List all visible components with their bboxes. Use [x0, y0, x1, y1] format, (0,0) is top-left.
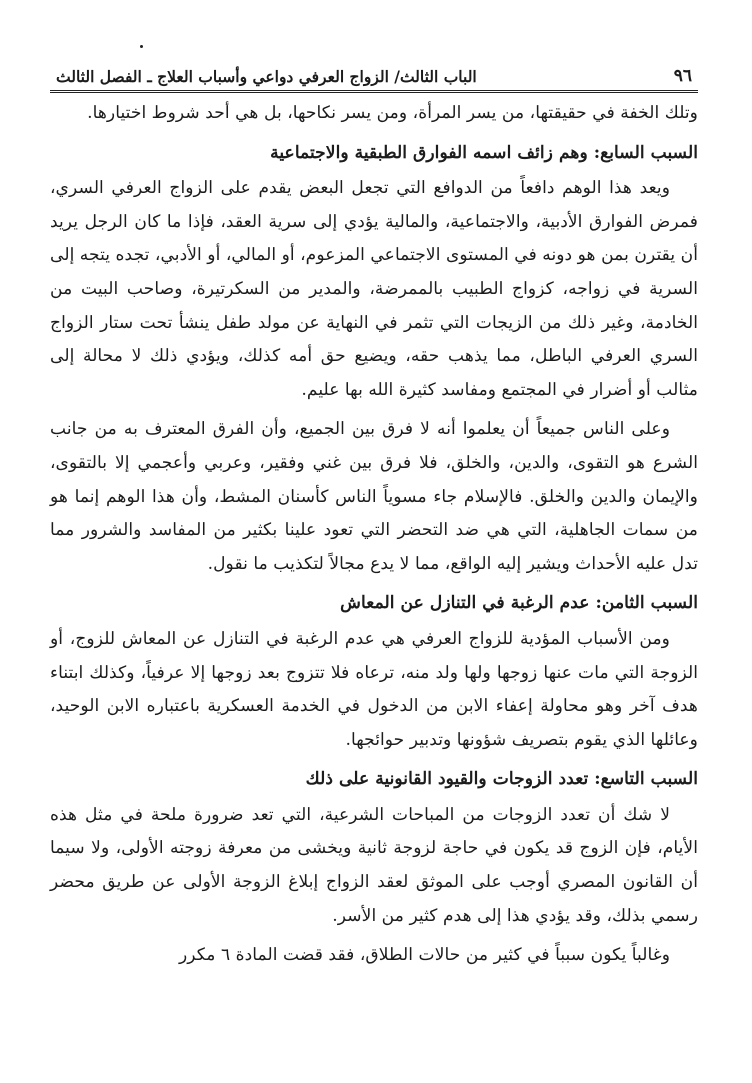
paragraph: ويعد هذا الوهم دافعاً من الدوافع التي تجعل البعض يقدم على الزواج العرفي السري، فمرض الفوارق الأدبية، والاجتماعية، والمالية يؤدي إلى سرية العقد، فإذا ما كان الرجل يريد أن يقترن بمن هو دونه في المستوى الاجتماعي المزعوم، أو المالي، أو الأدبي، تجده يتجه إلى السرية في زواجه، كزواج الطبيب بالممرضة، والمدير من السكرتيرة، وصاحب البيت من الخادمة، وغير ذلك من الزيجات التي تثمر في النهاية عن مولد طفل ينشأ تحت ستار الزواج السري العرفي الباطل، مما يذهب حقه، ويضيع حق أمه كذلك، ويؤدي ذلك لا محالة إلى مثالب أو أضرار في المجتمع ومفاسد كثيرة الله بها عليم. — [50, 178, 698, 400]
print-speck — [140, 45, 143, 48]
section-heading-ninth-cause: السبب التاسع: تعدد الزوجات والقيود القانونية على ذلك — [305, 769, 698, 790]
paragraph: لا شك أن تعدد الزوجات من المباحات الشرعية، التي تعد ضرورة ملحة في مثل هذه الأيام، فإن الزوج قد يكون في حاجة لزوجة ثانية ويخشى من معرفة زوجته الأولى، ولا سيما أن القانون المصري أوجب على الموثق لعقد الزواج إبلاغ الزوجة الأولى عن طريق محضر رسمي بذلك، وقد يؤدي هذا إلى هدم كثير من الأسر. — [50, 804, 698, 926]
section-heading-seventh-cause: السبب السابع: وهم زائف اسمه الفوارق الطبقية والاجتماعية — [270, 142, 698, 163]
paragraph: ومن الأسباب المؤدية للزواج العرفي هي عدم الرغبة في التنازل عن المعاش للزوج، أو الزوجة التي مات عنها زوجها ولها ولد منه، ترعاه فلا تتزوج بعد زوجها إلا عرفياً، وكذلك ابتناء هدف آخر وهو محاولة إعفاء الابن من الدخول في الخدمة العسكرية باعتباره الابن الوحيد، وعائلها الذي يقوم بتصريف شؤونها وتدبير حوائجها. — [50, 628, 698, 750]
paragraph: وعلى الناس جميعاً أن يعلموا أنه لا فرق بين الجميع، وأن الفرق المعترف به من جانب الشرع هو التقوى، والدين، والخلق، فلا فرق بين غني وفقير، وعربي وأعجمي إلا بالتقوى، والإيمان والدين والخلق. فالإسلام جاء مسوياً الناس كأسنان المشط، وأن هذا الوهم إنما هو من سمات الجاهلية، التي هي ضد التحضر التي تعود علينا بكثير من المفاسد والشرور مما تدل عليه الأحداث ويشير إليه الواقع، مما لا يدع مجالاً لتكذيب ما نقول. — [50, 419, 698, 574]
paragraph: وغالباً يكون سبباً في كثير من حالات الطلاق، فقد قضت المادة ٦ مكرر — [179, 945, 670, 966]
section-heading-eighth-cause: السبب الثامن: عدم الرغبة في التنازل عن المعاش — [340, 593, 698, 614]
continued-paragraph: وتلك الخفة في حقيقتها، من يسر المرأة، ومن يسر نكاحها، بل هي أحد شروط اختيارها. — [87, 103, 698, 123]
page-body — [50, 93, 698, 973]
running-header — [50, 52, 698, 93]
running-title: الباب الثالث/ الزواج العرفي دواعي وأسباب العلاج ـ الفصل الثالث — [56, 67, 477, 86]
page-number: ٩٦ — [673, 66, 692, 86]
